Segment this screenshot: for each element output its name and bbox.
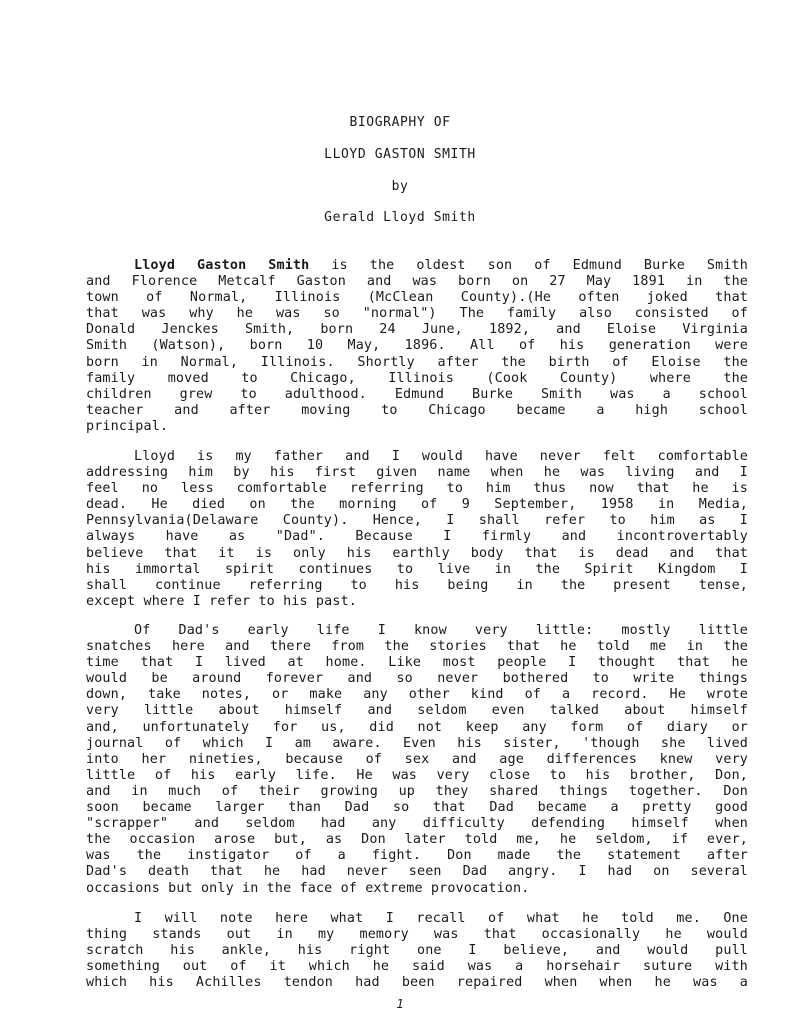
paragraph-line: his immortal spirit continues to live in the Spirit Kingdom I	[86, 561, 748, 577]
paragraph-line: and in much of their growing up they shared things together. Don	[86, 783, 748, 799]
title-author: Gerald Lloyd Smith	[324, 210, 476, 225]
paragraph-line: Of Dad's early life I know very little: mostly little	[134, 623, 748, 638]
paragraph-line: thing stands out in my memory was that occasionally he would	[86, 927, 748, 943]
paragraph-line: principal.	[86, 418, 169, 434]
paragraph-line: believe that it is only his earthly body that is dead and that	[86, 545, 748, 561]
paragraph-line: snatches here and there from the stories that he told me in the	[86, 639, 748, 655]
paragraph-4	[86, 911, 748, 991]
paragraph-line: teacher and after moving to Chicago became a high school	[86, 402, 748, 418]
paragraph-1	[86, 258, 748, 435]
paragraph-line: soon became larger than Dad so that Dad became a pretty good	[86, 800, 748, 816]
paragraph-line: Lloyd Gaston Smith is the oldest son of Edmund Burke Smith	[134, 258, 748, 273]
paragraph-line: shall continue referring to his being in the present tense,	[86, 577, 748, 593]
paragraph-line: Smith (Watson), born 10 May, 1896. All of his generation were	[86, 338, 748, 354]
paragraph-line: the occasion arose but, as Don later told me, he seldom, if ever,	[86, 832, 748, 848]
paragraph-line: Pennsylvania(Delaware County). Hence, I shall refer to him as I	[86, 513, 748, 529]
paragraph-2	[86, 449, 748, 610]
paragraph-line: town of Normal, Illinois (McClean County).(He often joked that	[86, 290, 748, 306]
paragraph-line: was the instigator of a fight. Don made the statement after	[86, 848, 748, 864]
paragraph-line: time that I lived at home. Like most people I thought that he	[86, 655, 748, 671]
paragraph-line: Donald Jenckes Smith, born 24 June, 1892, and Eloise Virginia	[86, 322, 748, 338]
paragraph-line: which his Achilles tendon had been repaired when when he was a	[86, 975, 748, 991]
page-number: 1	[396, 997, 404, 1011]
paragraph-line: born in Normal, Illinois. Shortly after the birth of Eloise the	[86, 354, 748, 370]
title-by: by	[391, 179, 409, 194]
title-subject-name: LLOYD GASTON SMITH	[324, 147, 476, 162]
paragraph-line: addressing him by his first given name when he was living and I	[86, 465, 748, 481]
paragraph-line: down, take notes, or make any other kind of a record. He wrote	[86, 687, 748, 703]
paragraph-line: that was why he was so "normal") The family also consisted of	[86, 306, 748, 322]
paragraph-line: very little about himself and seldom even talked about himself	[86, 703, 748, 719]
paragraph-line: occasions but only in the face of extreme provocation.	[86, 880, 530, 896]
title-biography-of: BIOGRAPHY OF	[349, 115, 451, 130]
paragraph-line: and, unfortunately for us, did not keep any form of diary or	[86, 719, 748, 735]
paragraph-line: Lloyd is my father and I would have never felt comfortable	[134, 449, 748, 464]
paragraph-line: "scrapper" and seldom had any difficulty defending himself when	[86, 816, 748, 832]
paragraph-line: Dad's death that he had never seen Dad angry. I had on several	[86, 864, 748, 880]
paragraph-line: dead. He died on the morning of 9 September, 1958 in Media,	[86, 497, 748, 513]
paragraph-line: I will note here what I recall of what he told me. One	[134, 911, 748, 926]
paragraph-line: children grew to adulthood. Edmund Burke Smith was a school	[86, 386, 748, 402]
paragraph-line: little of his early life. He was very close to his brother, Don,	[86, 767, 748, 783]
paragraph-line: into her nineties, because of sex and age differences knew very	[86, 751, 748, 767]
paragraph-line: scratch his ankle, his right one I believe, and would pull	[86, 943, 748, 959]
paragraph-line: always have as "Dad". Because I firmly and incontrovertably	[86, 529, 748, 545]
paragraph-line: journal of which I am aware. Even his sister, 'though she lived	[86, 735, 748, 751]
lead-name: Lloyd Gaston Smith	[134, 258, 310, 273]
paragraph-line: family moved to Chicago, Illinois (Cook County) where the	[86, 370, 748, 386]
paragraph-line: feel no less comfortable referring to him thus now that he is	[86, 481, 748, 497]
paragraph-3	[86, 623, 748, 897]
paragraph-line: something out of it which he said was a horsehair suture with	[86, 959, 748, 975]
paragraph-line: and Florence Metcalf Gaston and was born on 27 May 1891 in the	[86, 274, 748, 290]
paragraph-line: would be around forever and so never bothered to write things	[86, 671, 748, 687]
paragraph-line: except where I refer to his past.	[86, 593, 357, 609]
